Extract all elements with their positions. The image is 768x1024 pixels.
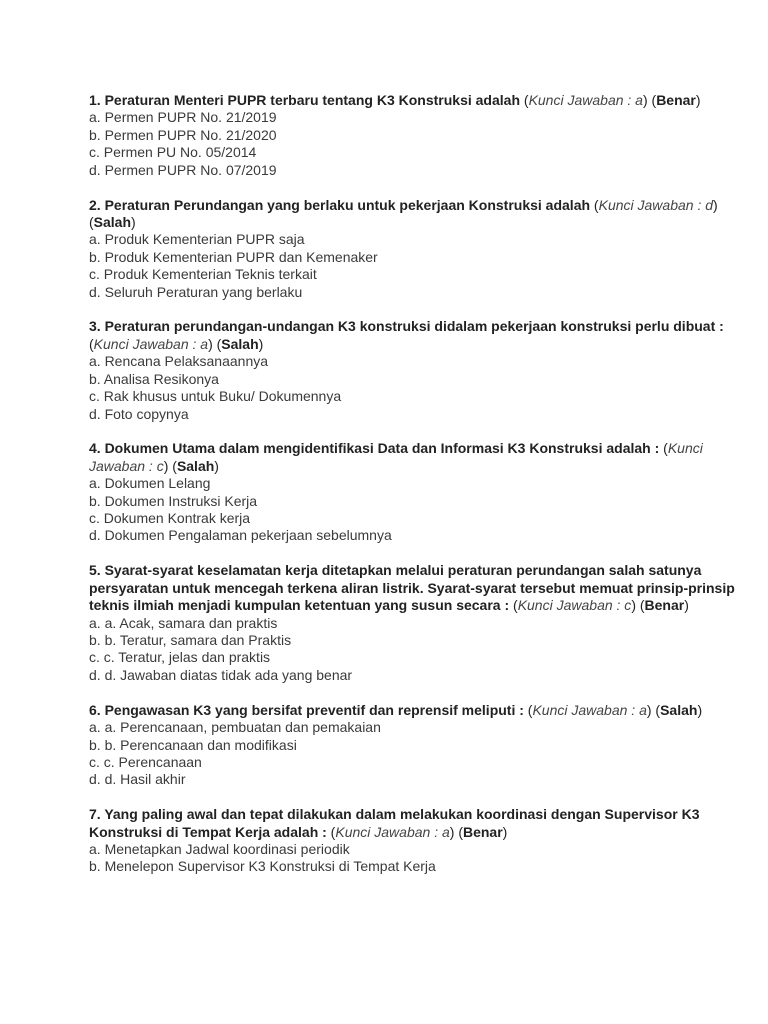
question-5 xyxy=(89,562,749,684)
question-4-verdict: Salah xyxy=(176,457,215,474)
question-5-option-d: d. d. Jawaban diatas tidak ada yang benar xyxy=(89,666,353,683)
question-3-option-d: d. Foto copynya xyxy=(89,405,189,422)
question-7-option-b: b. Menelepon Supervisor K3 Konstruksi di Tempat Kerja xyxy=(89,858,436,875)
question-1-option-b: b. Permen PUPR No. 21/2020 xyxy=(89,126,277,143)
question-4-option-b: b. Dokumen Instruksi Kerja xyxy=(89,492,258,509)
question-3-verdict: Salah xyxy=(221,335,259,352)
question-1-text: 1. Peraturan Menteri PUPR terbaru tentang K3 Konstruksi adalah xyxy=(89,92,520,108)
question-3 xyxy=(89,318,749,422)
question-6-verdict: Salah xyxy=(660,701,698,718)
question-1-line: 1. Peraturan Menteri PUPR terbaru tentang K3 Konstruksi adalah (Kunci Jawaban : a) (Benar) xyxy=(89,92,701,108)
question-3-option-b: b. Analisa Resikonya xyxy=(89,370,219,387)
question-1-option-a: a. Permen PUPR No. 21/2019 xyxy=(89,109,277,126)
question-2-answer-key: Kunci Jawaban : d xyxy=(598,196,714,213)
question-1-option-c: c. Permen PU No. 05/2014 xyxy=(89,144,257,161)
question-2-option-a: a. Produk Kementerian PUPR saja xyxy=(89,231,305,248)
question-5-option-b: b. b. Teratur, samara dan Praktis xyxy=(89,631,292,648)
question-2-text: 2. Peraturan Perundangan yang berlaku untuk pekerjaan Konstruksi adalah xyxy=(89,196,591,213)
question-2-verdict: Salah xyxy=(93,213,132,230)
question-4-text: 4. Dokumen Utama dalam mengidentifikasi Data dan Informasi K3 Konstruksi adalah : xyxy=(89,440,660,457)
question-6-text: 6. Pengawasan K3 yang bersifat preventif dan reprensif meliputi : xyxy=(89,701,524,718)
question-4 xyxy=(89,440,749,544)
question-7-answer-key: Kunci Jawaban : a xyxy=(335,823,450,840)
question-1-option-d: d. Permen PUPR No. 07/2019 xyxy=(89,161,277,178)
question-2-option-c: c. Produk Kementerian Teknis terkait xyxy=(89,266,317,283)
question-1 xyxy=(89,92,749,179)
question-1-verdict: Benar xyxy=(656,92,696,108)
question-4-option-d: d. Dokumen Pengalaman pekerjaan sebelumnya xyxy=(89,527,392,544)
question-5-answer-key: Kunci Jawaban : c xyxy=(517,597,632,614)
question-5-verdict: Benar xyxy=(644,597,685,614)
question-5-option-a: a. a. Acak, samara dan praktis xyxy=(89,614,278,631)
question-3-option-a: a. Rencana Pelaksanaannya xyxy=(89,353,269,370)
question-7-text: 7. Yang paling awal dan tepat dilakukan dalam melakukan koordinasi dengan Supervisor K3 Konstruksi di Tempat Kerja adalah : xyxy=(89,806,700,840)
question-6 xyxy=(89,702,749,789)
question-6-option-a: a. a. Perencanaan, pembuatan dan pemakaian xyxy=(89,719,381,736)
question-2-line: 2. Peraturan Perundangan yang berlaku untuk pekerjaan Konstruksi adalah (Kunci Jawaban : d) (Salah) xyxy=(89,196,718,230)
question-6-line: 6. Pengawasan K3 yang bersifat preventif dan reprensif meliputi : (Kunci Jawaban : a) (Salah) xyxy=(89,701,703,718)
question-4-option-c: c. Dokumen Kontrak kerja xyxy=(89,510,251,527)
question-4-answer-key: Kunci Jawaban : c xyxy=(89,440,703,474)
question-6-option-d: d. d. Hasil akhir xyxy=(89,771,186,788)
question-2-option-b: b. Produk Kementerian PUPR dan Kemenaker xyxy=(89,248,378,265)
quiz-document xyxy=(89,92,749,893)
question-6-answer-key: Kunci Jawaban : a xyxy=(532,701,647,718)
question-7-option-a: a. Menetapkan Jadwal koordinasi periodik xyxy=(89,841,350,858)
question-5-line: 5. Syarat-syarat keselamatan kerja ditetapkan melalui peraturan perundangan salah satunya persyaratan untuk mencegah terkena aliran listrik. Syarat-syarat tersebut memuat prinsip-prinsip teknis ilmiah menjadi kumpulan ketentuan yang susun secara : (Kunci Jawaban : c) (Benar) xyxy=(89,562,735,614)
question-5-option-c: c. c. Teratur, jelas dan praktis xyxy=(89,649,271,666)
question-2-option-d: d. Seluruh Peraturan yang berlaku xyxy=(89,283,303,300)
question-6-option-c: c. c. Perencanaan xyxy=(89,753,202,770)
question-2 xyxy=(89,197,749,301)
question-4-option-a: a. Dokumen Lelang xyxy=(89,475,211,492)
question-7-verdict: Benar xyxy=(462,823,503,840)
question-3-line: 3. Peraturan perundangan-undangan K3 konstruksi didalam pekerjaan konstruksi perlu dibuat : (Kunci Jawaban : a) (Salah) xyxy=(89,318,724,352)
question-3-option-c: c. Rak khusus untuk Buku/ Dokumennya xyxy=(89,388,342,405)
question-1-answer-key: Kunci Jawaban : a xyxy=(528,92,643,108)
question-5-text: 5. Syarat-syarat keselamatan kerja ditetapkan melalui peraturan perundangan salah satunya persyaratan untuk mencegah terkena aliran listrik. Syarat-syarat tersebut memuat prinsip-prinsip teknis ilmiah menjadi kumpulan ketentuan yang susun secara : xyxy=(89,562,735,614)
question-7-line: 7. Yang paling awal dan tepat dilakukan dalam melakukan koordinasi dengan Supervisor K3 Konstruksi di Tempat Kerja adalah : (Kunci Jawaban : a) (Benar) xyxy=(89,806,700,840)
question-6-option-b: b. b. Perencanaan dan modifikasi xyxy=(89,736,297,753)
question-7 xyxy=(89,806,749,876)
question-3-text: 3. Peraturan perundangan-undangan K3 konstruksi didalam pekerjaan konstruksi perlu dibuat : xyxy=(89,318,724,335)
question-3-answer-key: Kunci Jawaban : a xyxy=(93,335,209,352)
question-4-line: 4. Dokumen Utama dalam mengidentifikasi Data dan Informasi K3 Konstruksi adalah : (Kunci Jawaban : c) (Salah) xyxy=(89,440,703,474)
